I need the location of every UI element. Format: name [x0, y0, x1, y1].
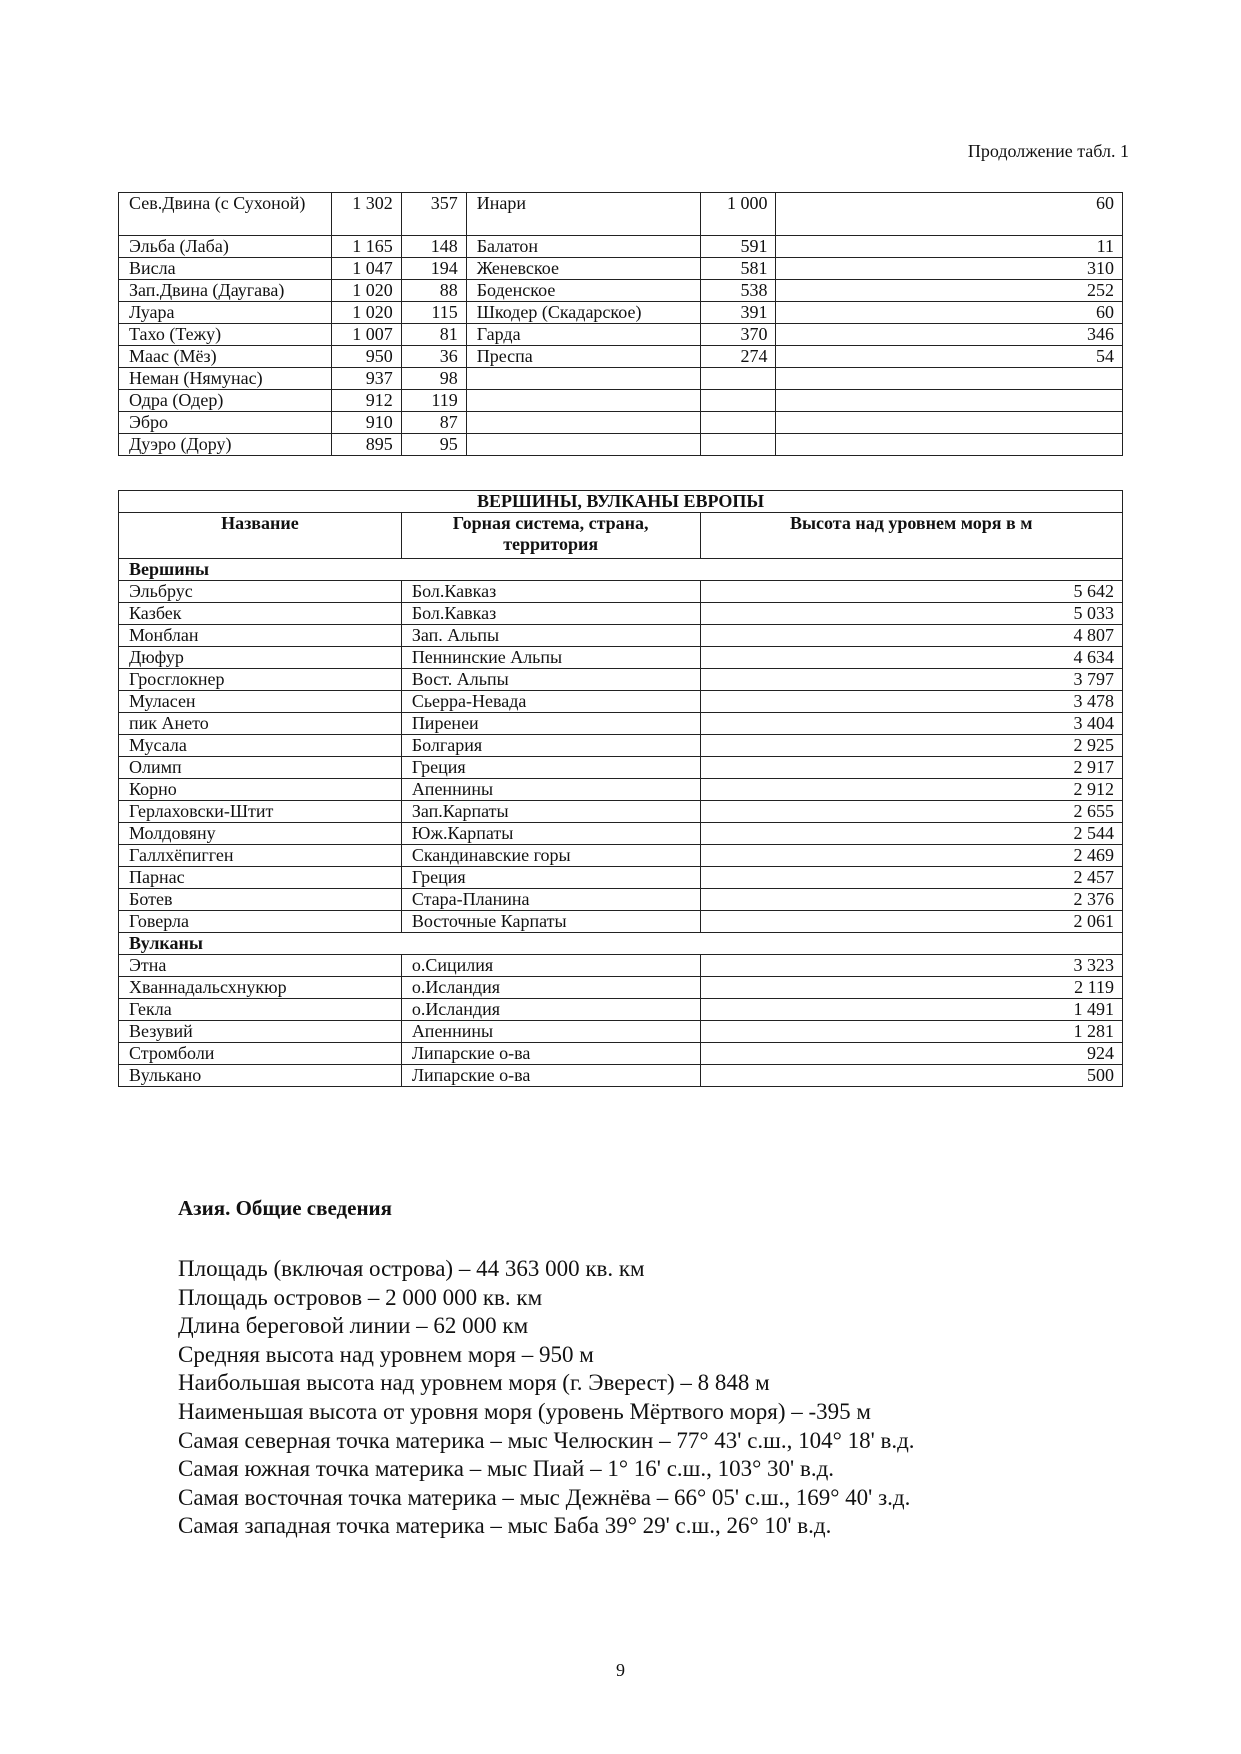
- table-row: [119, 280, 1123, 302]
- lake-area: 391: [700, 302, 776, 324]
- table-row: [119, 193, 1123, 236]
- rivers-lakes-table: [118, 192, 1123, 456]
- mountain-system: о.Сицилия: [401, 955, 700, 977]
- elevation: 500: [700, 1065, 1122, 1087]
- col-header-system: Горная система, страна, территория: [401, 513, 700, 559]
- lake-depth: [776, 390, 1123, 412]
- continuation-label: Продолжение табл. 1: [967, 141, 1129, 161]
- river-length: 912: [331, 390, 401, 412]
- lake-name: Гарда: [466, 324, 700, 346]
- table-row: [119, 647, 1123, 669]
- mountain-system: Липарские о-ва: [401, 1043, 700, 1065]
- mountain-system: Апеннины: [401, 779, 700, 801]
- feature-name: Молдовяну: [119, 823, 402, 845]
- river-basin: 357: [401, 193, 466, 236]
- table-row: [119, 669, 1123, 691]
- feature-name: Хваннадальсхнукюр: [119, 977, 402, 999]
- lake-depth: 252: [776, 280, 1123, 302]
- lake-depth: 310: [776, 258, 1123, 280]
- mountain-system: Апеннины: [401, 1021, 700, 1043]
- mountain-system: Зап.Карпаты: [401, 801, 700, 823]
- asia-fact: Площадь (включая острова) – 44 363 000 кв. км: [178, 1256, 645, 1281]
- feature-name: Корно: [119, 779, 402, 801]
- mountain-system: Болгария: [401, 735, 700, 757]
- elevation: 2 119: [700, 977, 1122, 999]
- lake-depth: 54: [776, 346, 1123, 368]
- table-row: [119, 1043, 1123, 1065]
- table-row: [119, 1021, 1123, 1043]
- group-label-peaks: Вершины: [119, 559, 1123, 581]
- feature-name: Гросглокнер: [119, 669, 402, 691]
- feature-name: Стромболи: [119, 1043, 402, 1065]
- lake-area: [700, 434, 776, 456]
- asia-fact: Площадь островов – 2 000 000 кв. км: [178, 1284, 543, 1310]
- table-row: [119, 845, 1123, 867]
- lake-area: 538: [700, 280, 776, 302]
- lake-area: 370: [700, 324, 776, 346]
- asia-fact: Самая южная точка материка – мыс Пиай – 1° 16' с.ш., 103° 30' в.д.: [178, 1456, 835, 1482]
- lake-area: [700, 390, 776, 412]
- lake-area: 274: [700, 346, 776, 368]
- river-name: Неман (Нямунас): [119, 368, 332, 390]
- elevation: 2 376: [700, 889, 1122, 911]
- asia-facts-list: [178, 1255, 915, 1541]
- table-row: [119, 735, 1123, 757]
- feature-name: Говерла: [119, 911, 402, 933]
- group-row-volcanoes: [119, 933, 1123, 955]
- table-row: [119, 346, 1123, 368]
- river-basin: 88: [401, 280, 466, 302]
- feature-name: Вулькано: [119, 1065, 402, 1087]
- mountain-system: Греция: [401, 757, 700, 779]
- table-row: [119, 1065, 1123, 1087]
- mountain-system: о.Исландия: [401, 977, 700, 999]
- table-row: [119, 258, 1123, 280]
- feature-name: Муласен: [119, 691, 402, 713]
- table-row: [119, 977, 1123, 999]
- lake-area: 581: [700, 258, 776, 280]
- lake-depth: 11: [776, 236, 1123, 258]
- elevation: 3 404: [700, 713, 1122, 735]
- table-row: [119, 434, 1123, 456]
- river-name: Одра (Одер): [119, 390, 332, 412]
- table-row: [119, 911, 1123, 933]
- section-title-row: [119, 491, 1123, 513]
- lake-name: Шкодер (Скадарское): [466, 302, 700, 324]
- elevation: 2 925: [700, 735, 1122, 757]
- lake-depth: [776, 368, 1123, 390]
- asia-fact: Средняя высота над уровнем моря – 950 м: [178, 1341, 594, 1367]
- river-name: Сев.Двина (с Сухоной): [119, 193, 332, 236]
- group-label-volcanoes: Вулканы: [119, 933, 1123, 955]
- section-title: ВЕРШИНЫ, ВУЛКАНЫ ЕВРОПЫ: [119, 491, 1123, 513]
- river-basin: 115: [401, 302, 466, 324]
- river-basin: 98: [401, 368, 466, 390]
- river-basin: 194: [401, 258, 466, 280]
- table-row: [119, 757, 1123, 779]
- asia-fact: Наименьшая высота от уровня моря (уровень Мёртвого моря) – -395 м: [178, 1398, 871, 1424]
- mountain-system: Стара-Планина: [401, 889, 700, 911]
- elevation: 2 061: [700, 911, 1122, 933]
- feature-name: Парнас: [119, 867, 402, 889]
- river-name: Эльба (Лаба): [119, 236, 332, 258]
- feature-name: Мусала: [119, 735, 402, 757]
- table-row: [119, 603, 1123, 625]
- elevation: 1 491: [700, 999, 1122, 1021]
- lake-name: Балатон: [466, 236, 700, 258]
- river-length: 937: [331, 368, 401, 390]
- table-row: [119, 368, 1123, 390]
- feature-name: Герлаховски-Штит: [119, 801, 402, 823]
- mountain-system: Юж.Карпаты: [401, 823, 700, 845]
- lake-name: Боденское: [466, 280, 700, 302]
- lake-name: Инари: [466, 193, 700, 236]
- feature-name: Эльбрус: [119, 581, 402, 603]
- lake-depth: [776, 412, 1123, 434]
- table-row: [119, 302, 1123, 324]
- lake-depth: [776, 434, 1123, 456]
- river-length: 1 007: [331, 324, 401, 346]
- mountain-system: Восточные Карпаты: [401, 911, 700, 933]
- river-name: Маас (Мёз): [119, 346, 332, 368]
- lake-area: [700, 368, 776, 390]
- feature-name: пик Ането: [119, 713, 402, 735]
- elevation: 2 655: [700, 801, 1122, 823]
- feature-name: Гекла: [119, 999, 402, 1021]
- feature-name: Олимп: [119, 757, 402, 779]
- river-name: Зап.Двина (Даугава): [119, 280, 332, 302]
- asia-fact: Длина береговой линии – 62 000 км: [178, 1313, 529, 1339]
- lake-area: 591: [700, 236, 776, 258]
- lake-name: [466, 390, 700, 412]
- elevation: 5 033: [700, 603, 1122, 625]
- table-row: [119, 691, 1123, 713]
- lake-name: [466, 434, 700, 456]
- mountain-system: Пиренеи: [401, 713, 700, 735]
- river-length: 1 165: [331, 236, 401, 258]
- mountain-system: Греция: [401, 867, 700, 889]
- page-number: 9: [616, 1660, 625, 1680]
- column-header-row: [119, 513, 1123, 559]
- elevation: 924: [700, 1043, 1122, 1065]
- river-basin: 119: [401, 390, 466, 412]
- river-basin: 87: [401, 412, 466, 434]
- elevation: 2 457: [700, 867, 1122, 889]
- peaks-volcanoes-table: [118, 490, 1123, 1087]
- table-row: [119, 823, 1123, 845]
- feature-name: Везувий: [119, 1021, 402, 1043]
- elevation: 5 642: [700, 581, 1122, 603]
- river-length: 1 302: [331, 193, 401, 236]
- elevation: 3 797: [700, 669, 1122, 691]
- mountain-system: Сьерра-Невада: [401, 691, 700, 713]
- elevation: 2 912: [700, 779, 1122, 801]
- lake-name: Преспа: [466, 346, 700, 368]
- asia-fact: Самая северная точка материка – мыс Челюскин – 77° 43' с.ш., 104° 18' в.д.: [178, 1427, 915, 1453]
- group-row-peaks: [119, 559, 1123, 581]
- table-row: [119, 390, 1123, 412]
- river-name: Висла: [119, 258, 332, 280]
- asia-heading: Азия. Общие сведения: [178, 1196, 393, 1220]
- elevation: 3 323: [700, 955, 1122, 977]
- mountain-system: Липарские о-ва: [401, 1065, 700, 1087]
- feature-name: Казбек: [119, 603, 402, 625]
- feature-name: Этна: [119, 955, 402, 977]
- river-length: 910: [331, 412, 401, 434]
- river-length: 1 047: [331, 258, 401, 280]
- table-row: [119, 779, 1123, 801]
- mountain-system: Пеннинские Альпы: [401, 647, 700, 669]
- feature-name: Дюфур: [119, 647, 402, 669]
- river-basin: 95: [401, 434, 466, 456]
- asia-fact: Самая западная точка материка – мыс Баба 39° 29' с.ш., 26° 10' в.д.: [178, 1513, 832, 1539]
- mountain-system: Вост. Альпы: [401, 669, 700, 691]
- river-basin: 81: [401, 324, 466, 346]
- col-header-height: Высота над уровнем моря в м: [700, 513, 1122, 559]
- elevation: 4 634: [700, 647, 1122, 669]
- col-header-name: Название: [119, 513, 402, 559]
- elevation: 2 469: [700, 845, 1122, 867]
- feature-name: Галлхёпигген: [119, 845, 402, 867]
- mountain-system: Бол.Кавказ: [401, 603, 700, 625]
- table-row: [119, 889, 1123, 911]
- lake-depth: 346: [776, 324, 1123, 346]
- river-name: Дуэро (Дору): [119, 434, 332, 456]
- table-row: [119, 955, 1123, 977]
- lake-name: [466, 368, 700, 390]
- mountain-system: Бол.Кавказ: [401, 581, 700, 603]
- table-row: [119, 324, 1123, 346]
- asia-fact: Наибольшая высота над уровнем моря (г. Эверест) – 8 848 м: [178, 1370, 770, 1396]
- feature-name: Монблан: [119, 625, 402, 647]
- river-length: 950: [331, 346, 401, 368]
- river-name: Луара: [119, 302, 332, 324]
- lake-depth: 60: [776, 302, 1123, 324]
- river-basin: 36: [401, 346, 466, 368]
- lake-name: [466, 412, 700, 434]
- table-row: [119, 412, 1123, 434]
- river-length: 895: [331, 434, 401, 456]
- feature-name: Ботев: [119, 889, 402, 911]
- lake-area: 1 000: [700, 193, 776, 236]
- table-row: [119, 625, 1123, 647]
- mountain-system: Зап. Альпы: [401, 625, 700, 647]
- table-row: [119, 801, 1123, 823]
- elevation: 3 478: [700, 691, 1122, 713]
- elevation: 1 281: [700, 1021, 1122, 1043]
- table-row: [119, 999, 1123, 1021]
- elevation: 2 917: [700, 757, 1122, 779]
- river-name: Эбро: [119, 412, 332, 434]
- river-name: Тахо (Тежу): [119, 324, 332, 346]
- river-length: 1 020: [331, 302, 401, 324]
- table-row: [119, 713, 1123, 735]
- lake-area: [700, 412, 776, 434]
- table-row: [119, 867, 1123, 889]
- mountain-system: о.Исландия: [401, 999, 700, 1021]
- table-row: [119, 236, 1123, 258]
- table-row: [119, 581, 1123, 603]
- asia-fact: Самая восточная точка материка – мыс Дежнёва – 66° 05' с.ш., 169° 40' з.д.: [178, 1484, 911, 1510]
- elevation: 2 544: [700, 823, 1122, 845]
- river-basin: 148: [401, 236, 466, 258]
- elevation: 4 807: [700, 625, 1122, 647]
- mountain-system: Скандинавские горы: [401, 845, 700, 867]
- lake-depth: 60: [776, 193, 1123, 236]
- river-length: 1 020: [331, 280, 401, 302]
- lake-name: Женевское: [466, 258, 700, 280]
